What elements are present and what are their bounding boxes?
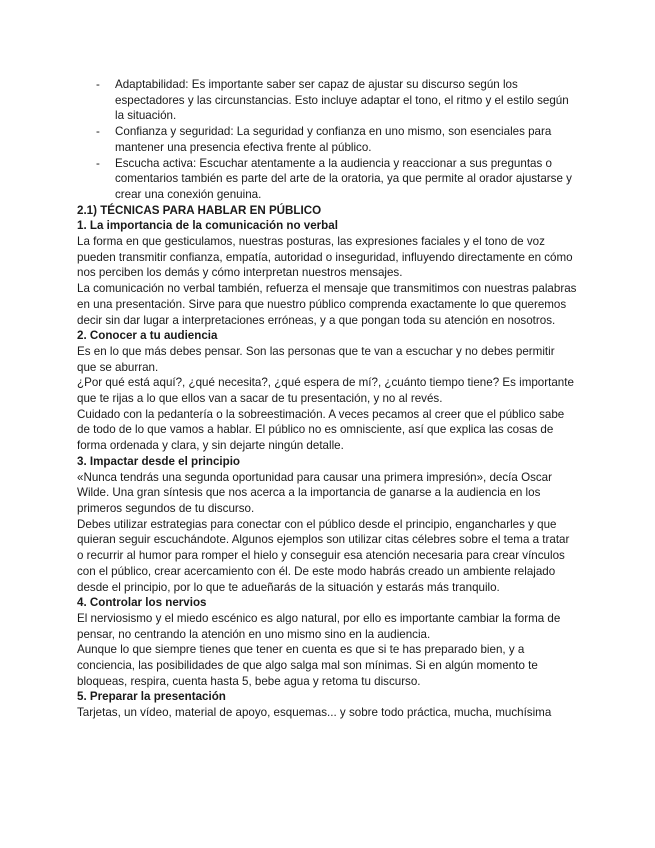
heading-audience: 2. Conocer a tu audiencia	[77, 329, 218, 343]
bullet-list	[77, 77, 577, 203]
heading-presentation: 5. Preparar la presentación	[77, 690, 226, 704]
bullet-dash: -	[96, 78, 100, 91]
paragraph: El nerviosismo y el miedo escénico es algo natural, por ello es importante cambiar la forma de pensar, no centrando la atención en uno mismo sino en la audiencia.	[77, 611, 561, 641]
bullet-text: Escucha activa: Escuchar atentamente a la audiencia y reaccionar a sus preguntas o comentarios también es parte del arte de la oratoria, ya que permite al orador ajustarse y crear una conexión genuina.	[115, 156, 572, 201]
paragraph: que te rijas a lo que ellos van a sacar de tu presentación, y no al revés.	[77, 392, 443, 406]
bullet-dash: -	[96, 125, 100, 139]
section-title: 2.1) TÉCNICAS PARA HABLAR EN PÚBLICO	[77, 203, 322, 217]
bullet-item	[77, 156, 577, 203]
paragraph: Aunque lo que siempre tienes que tener en cuenta es que si te has preparado bien, y a conciencia, las posibilidades de que algo salga mal son mínimas. Si en algún momento te bloqueas, respira, cuenta hasta 5, bebe agua y retoma tu discurso.	[77, 643, 538, 688]
document-page	[77, 77, 577, 721]
paragraph: Es en lo que más debes pensar. Son las personas que te van a escuchar y no debes permitir que se aburran.	[77, 344, 555, 374]
heading-impact: 3. Impactar desde el principio	[77, 454, 241, 468]
bullet-dash: -	[96, 156, 100, 170]
paragraph: ¿Por qué está aquí?, ¿qué necesita?, ¿qué espera de mí?, ¿cuánto tiempo tiene? Es importante	[77, 376, 574, 390]
paragraph: Tarjetas, un vídeo, material de apoyo, esquemas... y sobre todo práctica, mucha, muchísima	[77, 706, 552, 720]
paragraph: Cuidado con la pedantería o la sobreestimación. A veces pecamos al creer que el público sabe de todo de lo que vamos a hablar. El público no es omnisciente, así que explica las cosas de forma ordenada y clara, y sin dejarte ningún detalle.	[77, 407, 565, 453]
paragraph: La forma en que gesticulamos, nuestras posturas, las expresiones faciales y el tono de voz pueden transmitir confianza, empatía, autoridad o inseguridad, influyendo directamente en cómo nos perciben los demás y cómo interpretan nuestros mensajes.	[77, 235, 573, 280]
paragraph: «Nunca tendrás una segunda oportunidad para causar una primera impresión», decía Oscar Wilde. Una gran síntesis que nos acerca a la importancia de ganarse a la audiencia en los primeros segundos de tu discurso.	[77, 470, 552, 515]
heading-nonverbal: 1. La importancia de la comunicación no verbal	[77, 219, 338, 233]
bullet-item	[77, 124, 577, 155]
bullet-text: Confianza y seguridad: La seguridad y confianza en uno mismo, son esenciales para mantener una presencia efectiva frente al público.	[115, 125, 552, 154]
paragraph: La comunicación no verbal también, refuerza el mensaje que transmitimos con nuestras palabras en una presentación. Sirve para que nuestro público comprenda exactamente lo que queremos decir sin dar lugar a interpretaciones erróneas, y a que pongan toda su atención en nosotros.	[77, 282, 577, 327]
bullet-text: Adaptabilidad: Es importante saber ser capaz de ajustar su discurso según los espectadores y las circunstancias. Esto incluye adaptar el tono, el ritmo y el estilo según la situación.	[115, 78, 569, 123]
heading-nerves: 4. Controlar los nervios	[77, 596, 207, 610]
paragraph: Debes utilizar estrategias para conectar con el público desde el principio, engancharles y que quieran seguir escuchándote. Algunos ejemplos son utilizar citas célebres sobre el tema a tratar o recurrir al humor para romper el hielo y conseguir esa atención necesaria para crear vínculos con el público, crear acercamiento con él. De este modo habrás creado un ambiente relajado desde el principio, por lo que te adueñarás de la situación y estarás más tranquilo.	[77, 517, 570, 594]
bullet-item	[77, 77, 577, 124]
